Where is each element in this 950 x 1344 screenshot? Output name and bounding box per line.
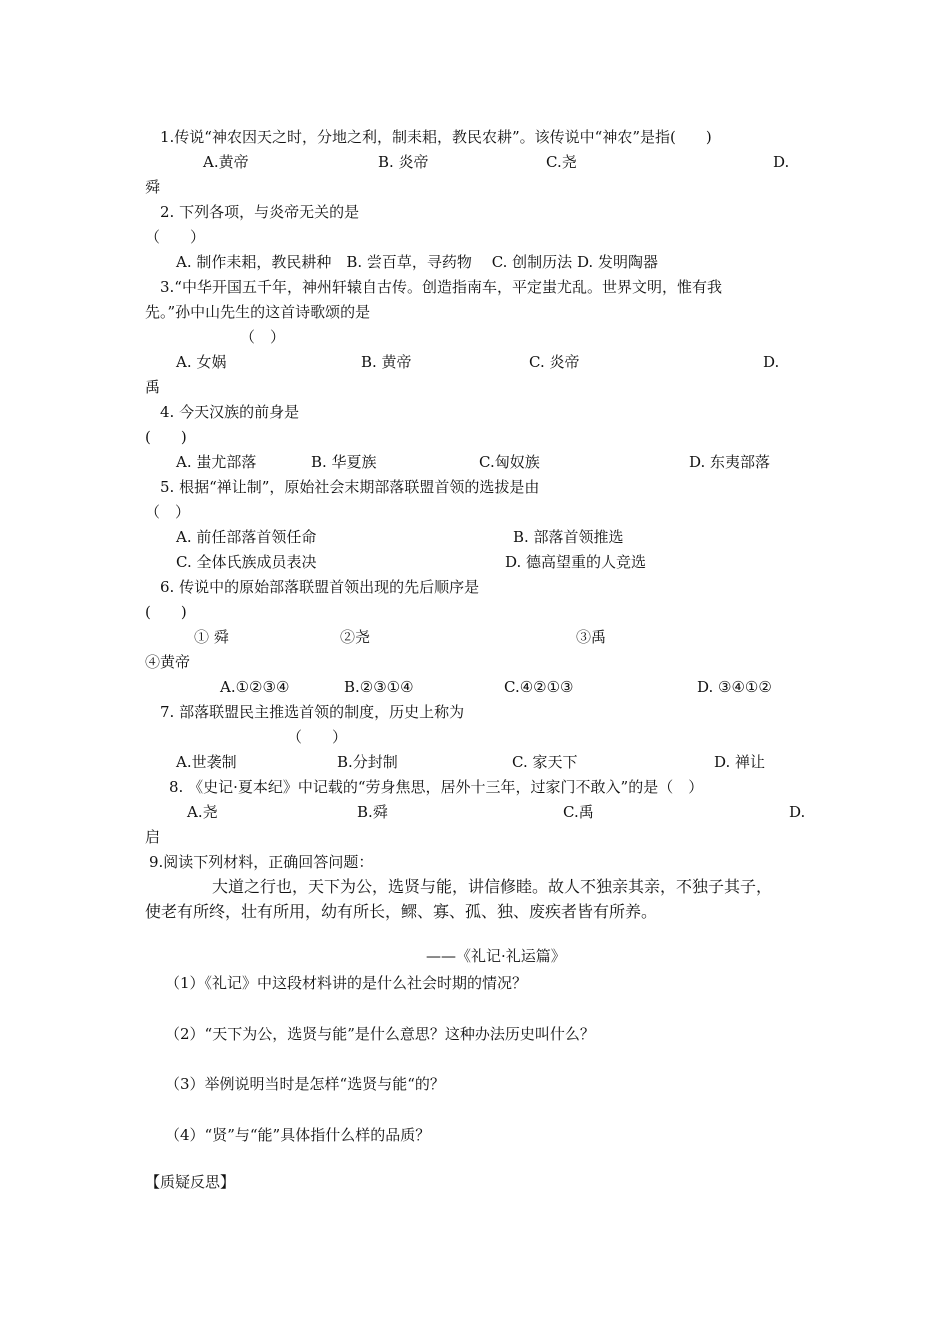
question-6-paren: ( ) (145, 603, 187, 621)
question-9-stem: 9.阅读下列材料，正确回答问题： (149, 853, 374, 871)
question-5-option-c: C. 全体氏族成员表决 (176, 553, 317, 571)
question-8-option-d-wrap: 启 (145, 828, 161, 846)
question-6-option-b: B.②③①④ (344, 678, 414, 696)
question-3-option-c: C. 炎帝 (529, 353, 580, 371)
question-5-option-b: B. 部落首领推选 (513, 528, 624, 546)
question-1-option-d: D. (773, 153, 790, 171)
question-6-option-a: A.①②③④ (220, 678, 290, 696)
question-1-option-a: A.黄帝 (203, 153, 249, 171)
question-4-option-c: C.匈奴族 (479, 453, 540, 471)
question-2-paren: （ ） (145, 228, 206, 246)
question-6-option-c: C.④②①③ (504, 678, 574, 696)
question-1-option-c: C.尧 (546, 153, 577, 171)
question-5-paren: （ ） (145, 503, 191, 521)
question-3-option-a: A. 女娲 (176, 353, 227, 371)
question-9-passage-line2: 使老有所终，壮有所用，幼有所长，鳏、寡、孤、独、废疾者皆有所养。 (145, 902, 658, 921)
question-3-paren: （ ） (240, 328, 286, 346)
question-6-stem: 6. 传说中的原始部落联盟首领出现的先后顺序是 (160, 578, 480, 596)
question-3-option-d-wrap: 禹 (145, 378, 161, 396)
question-2-stem: 2. 下列各项，与炎帝无关的是 (160, 203, 360, 221)
question-3-option-b: B. 黄帝 (361, 353, 412, 371)
question-5-option-d: D. 德高望重的人竞选 (505, 553, 647, 571)
question-7-option-c: C. 家天下 (512, 753, 578, 771)
question-1-option-d-wrap: 舜 (145, 178, 161, 196)
question-9-source: ——《礼记·礼运篇》 (426, 947, 566, 965)
question-8-option-d: D. (789, 803, 806, 821)
question-6-option-d: D. ③④①② (697, 678, 772, 696)
question-9-subquestion-2: （2）“天下为公，选贤与能”是什么意思？这种办法历史叫什么？ (165, 1025, 595, 1043)
question-7-option-b: B.分封制 (337, 753, 398, 771)
question-7-stem: 7. 部落联盟民主推选首领的制度，历史上称为 (160, 703, 465, 721)
question-6-item-3: ③禹 (576, 628, 607, 646)
question-3-stem-line1: 3.“中华开国五千年，神州轩辕自古传。创造指南车，平定蚩尤乱。世界文明，惟有我 (160, 278, 722, 296)
question-7-option-d: D. 禅让 (714, 753, 766, 771)
question-7-option-a: A.世袭制 (176, 753, 237, 771)
question-3-option-d: D. (763, 353, 780, 371)
question-1-stem: 1.传说“神农因天之时，分地之利，制耒耜，教民农耕”。该传说中“神农”是指( ) (160, 128, 712, 146)
question-7-paren: （ ） (287, 728, 348, 746)
question-8-option-b: B.舜 (357, 803, 388, 821)
question-6-item-1: ① 舜 (194, 628, 229, 646)
question-8-option-a: A.尧 (187, 803, 218, 821)
question-4-stem: 4. 今天汉族的前身是 (160, 403, 300, 421)
question-9-subquestion-1: （1）《礼记》中这段材料讲的是什么社会时期的情况？ (165, 974, 528, 992)
question-5-option-a: A. 前任部落首领任命 (176, 528, 317, 546)
question-3-stem-line2: 先。”孙中山先生的这首诗歌颂的是 (145, 303, 371, 321)
question-2-options: A. 制作耒耜，教民耕种 B. 尝百草，寻药物 C. 创制历法 D. 发明陶器 (176, 253, 658, 271)
question-1-option-b: B. 炎帝 (378, 153, 429, 171)
question-6-item-4: ④黄帝 (145, 653, 191, 671)
question-4-option-b: B. 华夏族 (311, 453, 377, 471)
question-9-subquestion-4: （4）“贤”与“能”具体指什么样的品质？ (165, 1126, 431, 1144)
question-4-option-d: D. 东夷部落 (689, 453, 771, 471)
question-5-stem: 5. 根据“禅让制”，原始社会末期部落联盟首领的选拔是由 (160, 478, 540, 496)
question-4-option-a: A. 蚩尤部落 (176, 453, 257, 471)
question-9-subquestion-3: （3）举例说明当时是怎样“选贤与能“的？ (165, 1075, 445, 1093)
question-9-passage-line1: 大道之行也，天下为公，选贤与能，讲信修睦。故人不独亲其亲，不独子其子， (212, 877, 773, 896)
question-6-item-2: ②尧 (340, 628, 371, 646)
question-8-stem: 8. 《史记·夏本纪》中记载的“劳身焦思，居外十三年，过家门不敢入”的是（ ） (169, 778, 704, 796)
question-8-option-c: C.禹 (563, 803, 594, 821)
question-4-paren: ( ) (145, 428, 187, 446)
reflection-heading: 【质疑反思】 (145, 1173, 236, 1191)
